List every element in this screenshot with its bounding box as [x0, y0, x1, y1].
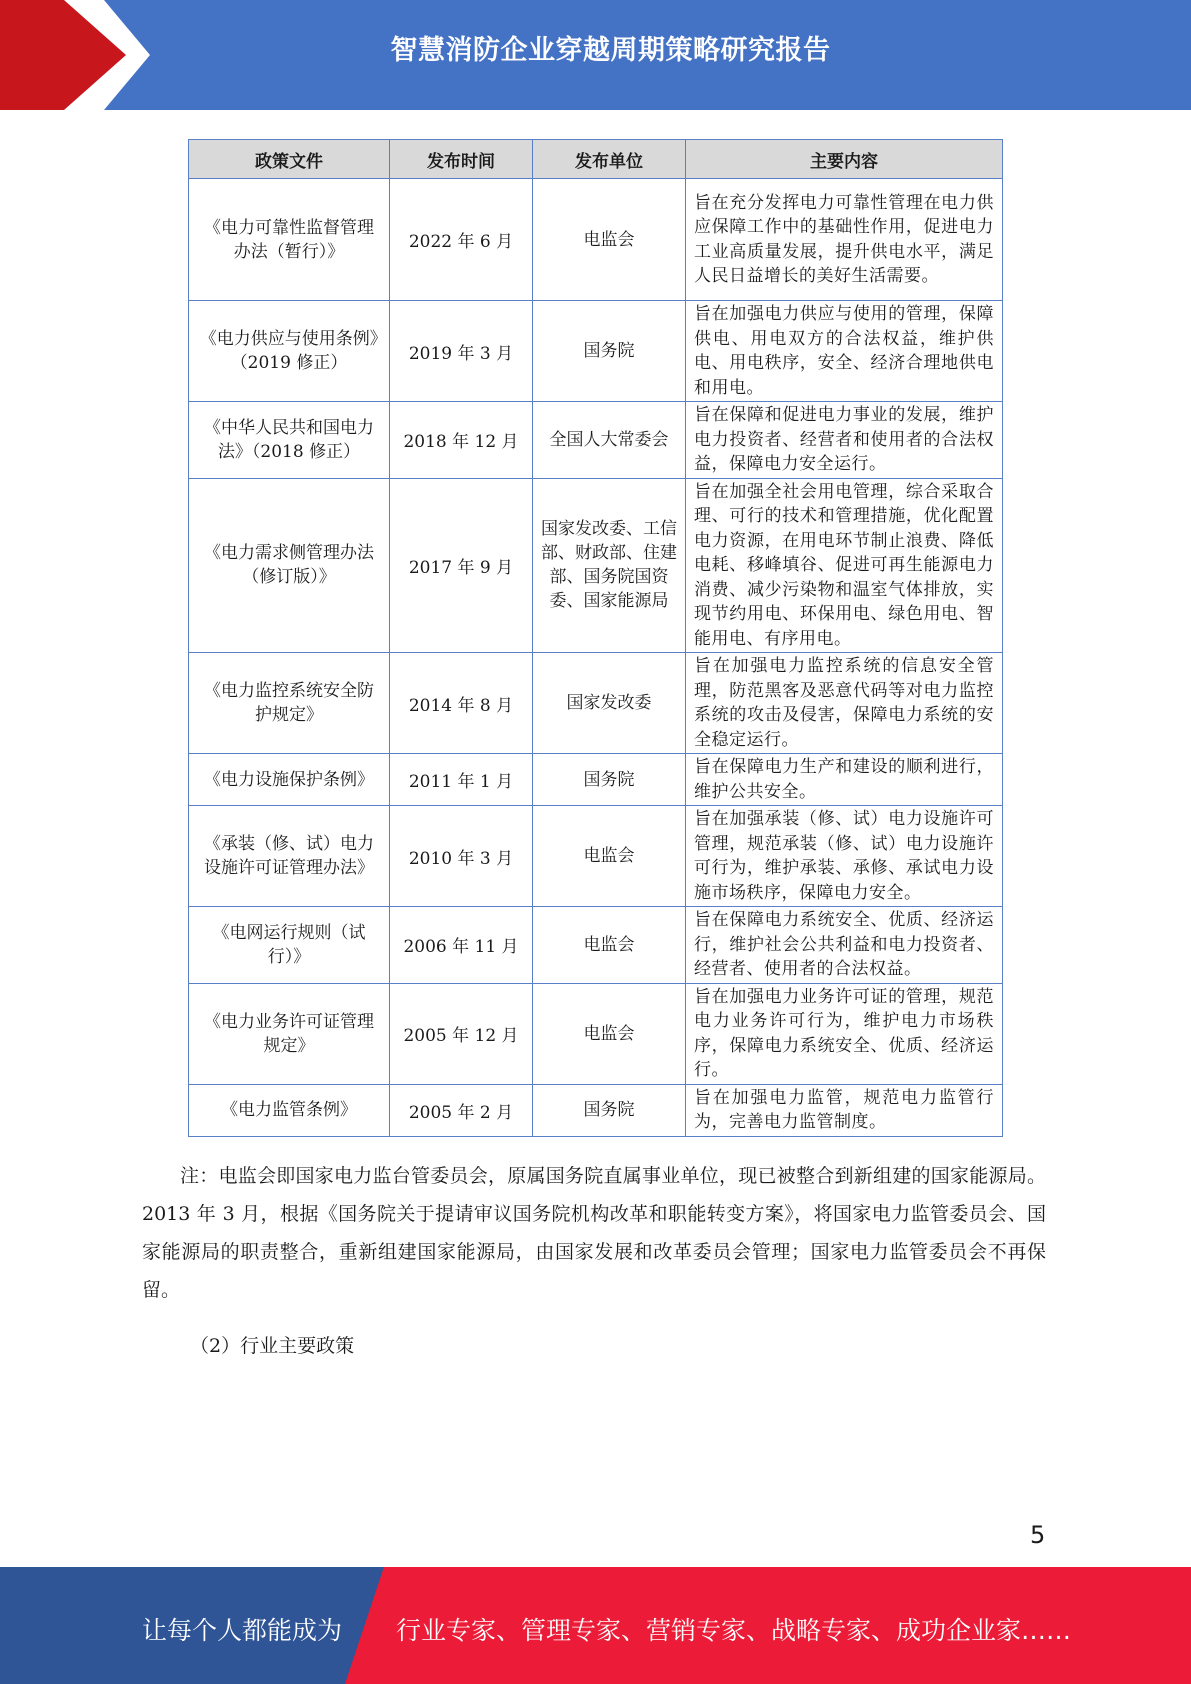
- policy-org: 国务院: [533, 301, 686, 402]
- policy-org: 电监会: [533, 907, 686, 984]
- col-header-document: 政策文件: [189, 140, 390, 179]
- policy-date: 2005 年 2 月: [390, 1084, 533, 1136]
- table-header-row: [189, 140, 1003, 179]
- page-footer: [0, 1567, 1191, 1684]
- table-row: [189, 1084, 1003, 1136]
- col-header-org: 发布单位: [533, 140, 686, 179]
- policy-org: 国家发改委、工信部、财政部、住建部、国务院国资委、国家能源局: [533, 478, 686, 653]
- page-header: [0, 0, 1191, 110]
- policy-table: [188, 139, 1003, 1137]
- policy-content: 旨在保障电力生产和建设的顺利进行，维护公共安全。: [686, 754, 1003, 806]
- policy-date: 2018 年 12 月: [390, 402, 533, 479]
- policy-content: 旨在加强电力业务许可证的管理，规范电力业务许可行为，维护电力市场秩序，保障电力系统安全、优质、经济运行。: [686, 983, 1003, 1084]
- policy-date: 2014 年 8 月: [390, 653, 533, 754]
- policy-org: 电监会: [533, 179, 686, 301]
- policy-name: 《电力可靠性监督管理办法（暂行）》: [189, 179, 390, 301]
- table-row: [189, 653, 1003, 754]
- col-header-date: 发布时间: [390, 140, 533, 179]
- policy-org: 电监会: [533, 983, 686, 1084]
- policy-content: 旨在保障电力系统安全、优质、经济运行，维护社会公共利益和电力投资者、经营者、使用者的合法权益。: [686, 907, 1003, 984]
- policy-name: 《电力业务许可证管理规定》: [189, 983, 390, 1084]
- policy-content: 旨在加强全社会用电管理，综合采取合理、可行的技术和管理措施，优化配置电力资源，在用电环节制止浪费、降低电耗、移峰填谷、促进可再生能源电力消费、减少污染物和温室气体排放，实现节约用电、环保用电、绿色用电、智能用电、有序用电。: [686, 478, 1003, 653]
- policy-org: 电监会: [533, 806, 686, 907]
- policy-date: 2006 年 11 月: [390, 907, 533, 984]
- policy-name: 《电力供应与使用条例》（2019 修正）: [189, 301, 390, 402]
- table-row: [189, 179, 1003, 301]
- table-row: [189, 478, 1003, 653]
- table-note: 注：电监会即国家电力监台管委员会，原属国务院直属事业单位，现已被整合到新组建的国家能源局。2013 年 3 月，根据《国务院关于提请审议国务院机构改革和职能转变方案》，将国家电力监管委员会、国家能源局的职责整合，重新组建国家能源局，由国家发展和改革委员会管理；国家电力监管委员会不再保留。: [142, 1165, 1046, 1301]
- report-title: 智慧消防企业穿越周期策略研究报告: [390, 35, 831, 66]
- policy-name: 《电力设施保护条例》: [189, 754, 390, 806]
- table-row: [189, 402, 1003, 479]
- policy-org: 国家发改委: [533, 653, 686, 754]
- policy-name: 《电网运行规则（试行）》: [189, 907, 390, 984]
- footer-slogan-right: 行业专家、管理专家、营销专家、战略专家、成功企业家……: [396, 1616, 1072, 1645]
- table-row: [189, 806, 1003, 907]
- policy-content: 旨在加强电力监控系统的信息安全管理，防范黑客及恶意代码等对电力监控系统的攻击及侵害，保障电力系统的安全稳定运行。: [686, 653, 1003, 754]
- policy-name: 《电力监控系统安全防护规定》: [189, 653, 390, 754]
- footer-slogan-left: 让每个人都能成为: [142, 1616, 343, 1645]
- policy-date: 2017 年 9 月: [390, 478, 533, 653]
- policy-name: 《电力监管条例》: [189, 1084, 390, 1136]
- table-row: [189, 983, 1003, 1084]
- policy-content: 旨在加强承装（修、试）电力设施许可管理，规范承装（修、试）电力设施许可行为，维护承装、承修、承试电力设施市场秩序，保障电力安全。: [686, 806, 1003, 907]
- policy-content: 旨在充分发挥电力可靠性管理在电力供应保障工作中的基础性作用，促进电力工业高质量发展，提升供电水平，满足人民日益增长的美好生活需要。: [686, 179, 1003, 301]
- policy-name: 《电力需求侧管理办法（修订版）》: [189, 478, 390, 653]
- policy-date: 2011 年 1 月: [390, 754, 533, 806]
- policy-date: 2005 年 12 月: [390, 983, 533, 1084]
- table-row: [189, 907, 1003, 984]
- policy-name: 《中华人民共和国电力法》（2018 修正）: [189, 402, 390, 479]
- policy-content: 旨在保障和促进电力事业的发展，维护电力投资者、经营者和使用者的合法权益，保障电力安全运行。: [686, 402, 1003, 479]
- policy-date: 2010 年 3 月: [390, 806, 533, 907]
- policy-org: 国务院: [533, 1084, 686, 1136]
- policy-name: 《承装（修、试）电力设施许可证管理办法》: [189, 806, 390, 907]
- policy-date: 2019 年 3 月: [390, 301, 533, 402]
- page-number: 5: [1030, 1521, 1046, 1549]
- policy-content: 旨在加强电力供应与使用的管理，保障供电、用电双方的合法权益，维护供电、用电秩序，安全、经济合理地供电和用电。: [686, 301, 1003, 402]
- policy-org: 国务院: [533, 754, 686, 806]
- col-header-content: 主要内容: [686, 140, 1003, 179]
- section-subheading: （2）行业主要政策: [190, 1335, 355, 1357]
- table-row: [189, 301, 1003, 402]
- policy-org: 全国人大常委会: [533, 402, 686, 479]
- policy-date: 2022 年 6 月: [390, 179, 533, 301]
- header-arrow-icon: [0, 0, 160, 110]
- table-row: [189, 754, 1003, 806]
- policy-content: 旨在加强电力监管，规范电力监管行为，完善电力监管制度。: [686, 1084, 1003, 1136]
